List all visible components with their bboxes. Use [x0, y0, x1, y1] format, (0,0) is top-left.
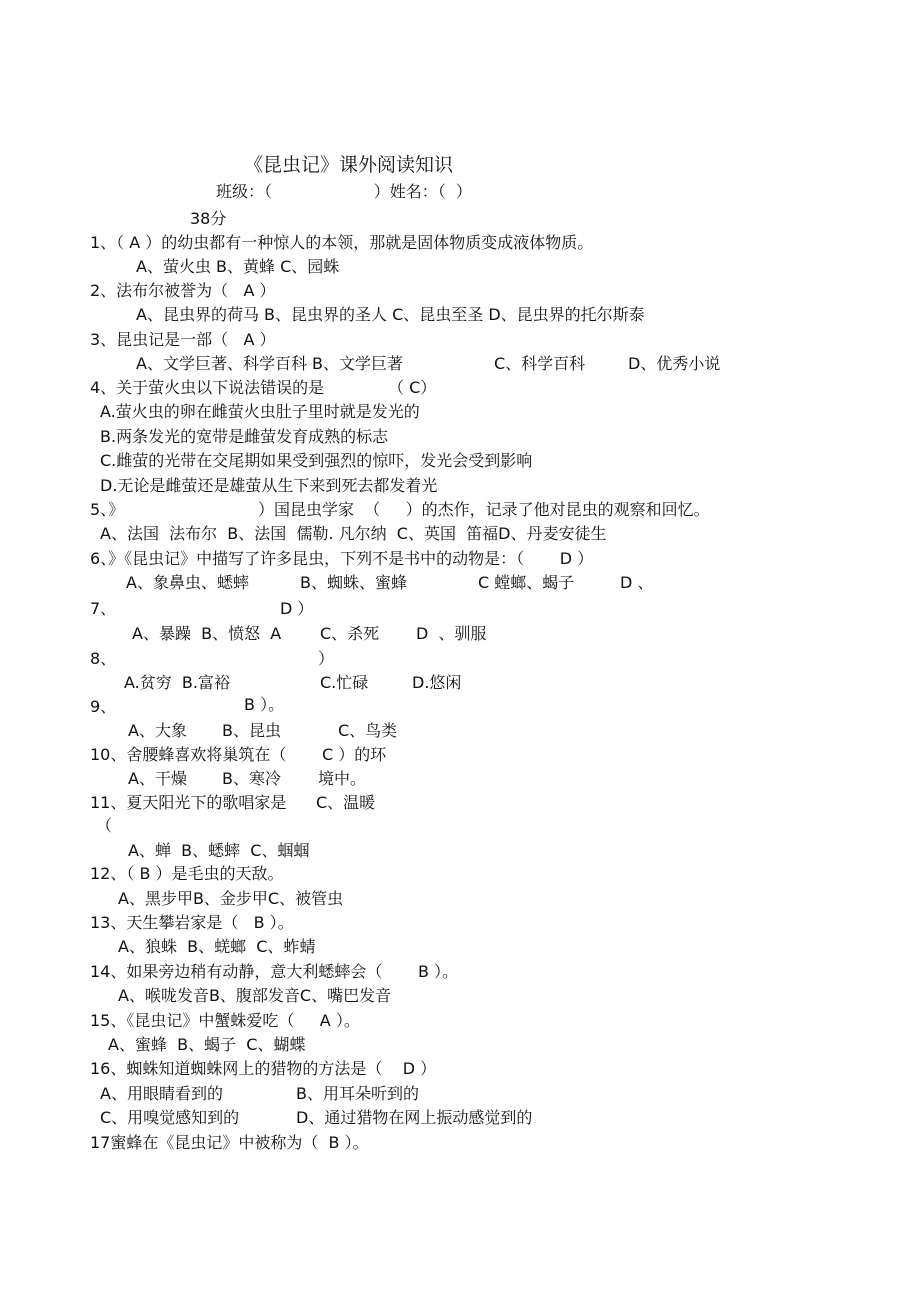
q8-option-c: C.忙碌 [320, 673, 369, 692]
q7-number: 7、 [90, 599, 117, 618]
q6-option-b: B、蜘蛛、蜜蜂 [300, 573, 407, 592]
q6-option-d: D 、 [620, 573, 654, 592]
q13: 13、天生攀岩家是（ B ）。 [90, 913, 294, 932]
q10-continuation: 境中。 [318, 769, 367, 788]
q7-option-d: D 、驯服 [416, 624, 487, 643]
q7-option-c: C、杀死 [320, 624, 380, 643]
q15: 15、《昆虫记》中蟹蛛爱吃（ A ）。 [90, 1011, 360, 1030]
q8-answer: ） [318, 649, 335, 668]
q1-options: A、萤火虫 B、黄蜂 C、园蛛 [136, 257, 340, 276]
q10-option-c: C、温暖 [316, 793, 376, 812]
q7-options-ab: A、暴躁 B、愤怒 A [132, 624, 282, 643]
q6: 6、》《昆虫记》中描写了许多昆虫，下列不是书中的动物是：（ D ） [90, 549, 594, 568]
q9-option-c: C、鸟类 [338, 721, 398, 740]
q17: 17蜜蜂在《昆虫记》中被称为（ B ）。 [90, 1133, 369, 1152]
q8-number: 8、 [90, 649, 117, 668]
q2: 2、法布尔被誉为（ A ） [90, 281, 276, 300]
q9-option-b: B、昆虫 [222, 721, 281, 740]
q9-option-a: A、大象 [128, 721, 187, 740]
q9-number: 9、 [90, 697, 117, 716]
q8-options-ab: A.贫穷 B.富裕 [124, 673, 230, 692]
q16: 16、蜘蛛知道蜘蛛网上的猎物的方法是（ D ） [90, 1059, 437, 1078]
q1: 1、（ A ）的幼虫都有一种惊人的本领，那就是固体物质变成液体物质。 [90, 233, 594, 252]
q12: 12、（ B ）是毛虫的天敌。 [90, 864, 284, 883]
q10-option-b: B、寒冷 [222, 769, 281, 788]
q6-option-c: C 螳螂、蝎子 [478, 573, 575, 592]
q15-options: A、蜜蜂 B、蝎子 C、蝴蝶 [108, 1035, 306, 1054]
q16-option-c: C、用嗅觉感知到的 [100, 1108, 240, 1127]
q3-option-ab: A、文学巨著、科学百科 B、文学巨著 [136, 354, 404, 373]
q4: 4、关于萤火虫以下说法错误的是 [90, 378, 325, 397]
q4-option-d: D.无论是雌萤还是雄萤从生下来到死去都发着光 [100, 476, 438, 495]
score: 38分 [190, 209, 227, 228]
q14: 14、如果旁边稍有动静，意大利蟋蟀会（ B ）。 [90, 962, 459, 981]
q4-answer: （ C） [388, 378, 437, 397]
q16-option-b: B、用耳朵听到的 [296, 1084, 419, 1103]
q13-options: A、狼蛛 B、蜣螂 C、蚱蜻 [118, 937, 316, 956]
q8-option-d: D.悠闲 [412, 673, 462, 692]
q5-options: A、法国 法布尔 B、法国 儒勒. 凡尔纳 C、英国 笛福D、丹麦安徒生 [100, 524, 607, 543]
q7-answer: D ） [280, 599, 314, 618]
q12-options: A、黑步甲B、金步甲C、被管虫 [118, 889, 344, 908]
q5-text: ）国昆虫学家 （ ）的杰作，记录了他对昆虫的观察和回忆。 [258, 500, 710, 519]
q10-option-a: A、干燥 [128, 769, 187, 788]
class-name-line: 班级：（ ）姓名：（ ） [216, 182, 472, 201]
q2-options: A、昆虫界的荷马 B、昆虫界的圣人 C、昆虫至圣 D、昆虫界的托尔斯泰 [136, 305, 645, 324]
q16-option-d: D、通过猎物在网上振动感觉到的 [296, 1108, 533, 1127]
q16-option-a: A、用眼睛看到的 [100, 1084, 223, 1103]
q10: 10、舍腰蜂喜欢将巢筑在（ C ）的环 [90, 745, 387, 764]
q4-option-a: A.萤火虫的卵在雌萤火虫肚子里时就是发光的 [100, 402, 420, 421]
q3-option-d: D、优秀小说 [628, 354, 721, 373]
q4-option-b: B.两条发光的宽带是雌萤发育成熟的标志 [100, 427, 389, 446]
q4-option-c: C.雌萤的光带在交尾期如果受到强烈的惊吓，发光会受到影响 [100, 451, 533, 470]
page-title: 《昆虫记》课外阅读知识 [244, 154, 454, 176]
q9-answer: B ）。 [244, 695, 285, 714]
q14-options: A、喉咙发音B、腹部发音C、嘴巴发音 [118, 986, 392, 1005]
q5-number: 5、》 [90, 500, 125, 519]
q11-options: A、蝉 B、蟋蟀 C、蝈蝈 [128, 841, 310, 860]
q6-option-a: A、象鼻虫、蟋蟀 [126, 573, 249, 592]
q11: 11、夏天阳光下的歌唱家是 [90, 793, 287, 812]
q11-bracket: （ [96, 816, 113, 835]
q3: 3、昆虫记是一部（ A ） [90, 330, 276, 349]
q3-option-c: C、科学百科 [494, 354, 586, 373]
